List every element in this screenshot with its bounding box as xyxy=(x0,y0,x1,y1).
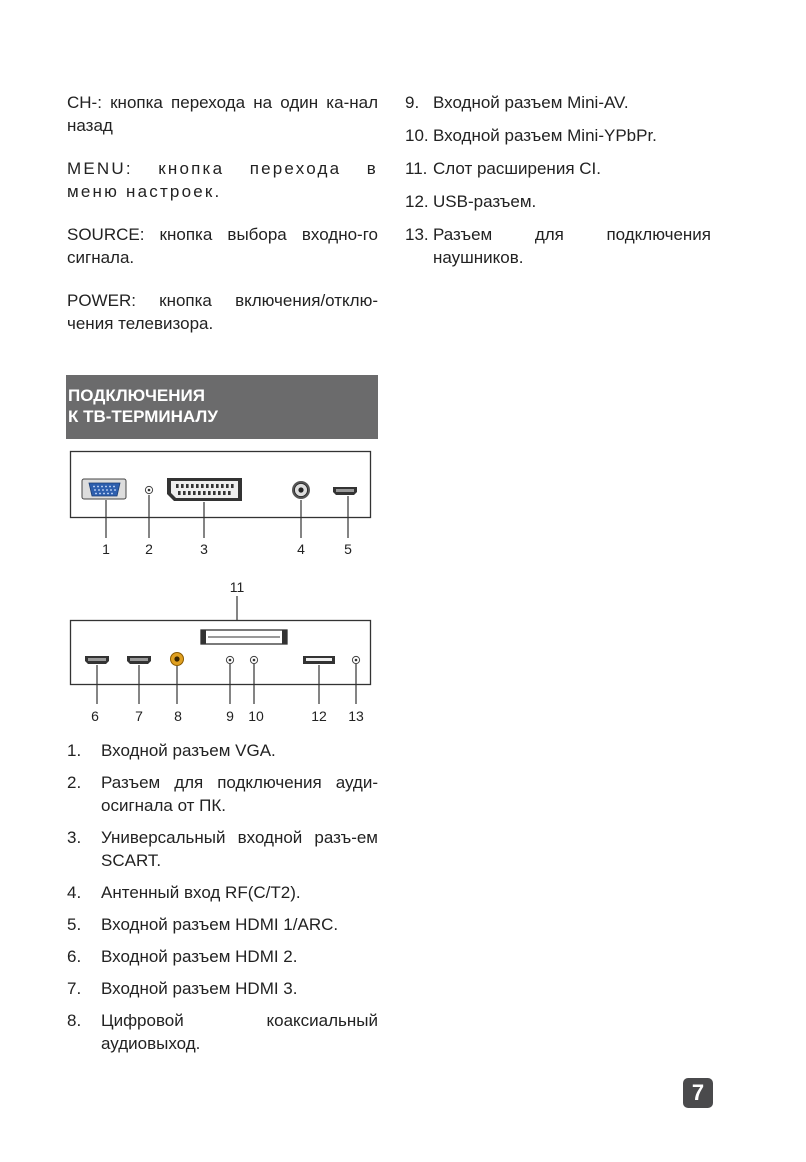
callout-11: 11 xyxy=(229,579,245,595)
list-item: 6. Входной разъем HDMI 2. xyxy=(67,947,298,966)
list-item: 5. Входной разъем HDMI 1/ARC. xyxy=(67,915,339,934)
hdmi-port-icon xyxy=(333,487,357,495)
callout-4: 4 xyxy=(297,541,305,557)
callout-8: 8 xyxy=(174,708,182,724)
list-item: 11. Слот расширения CI. xyxy=(405,159,601,178)
callout-6: 6 xyxy=(91,708,99,724)
list-item: 3. Универсальный входной разъ-ем SCART. xyxy=(67,828,378,870)
list-item: 1. Входной разъем VGA. xyxy=(67,741,276,760)
list-item: 2. Разъем для подключения ауди-осигнала от ПК. xyxy=(67,773,378,815)
list-item: 13. Разъем для подключения наушников. xyxy=(405,225,711,267)
mini-av-jack-icon xyxy=(226,656,233,663)
callout-10: 10 xyxy=(248,708,264,724)
menu-description: MENU: кнопка перехода в меню настроек. xyxy=(67,159,378,201)
callout-12: 12 xyxy=(311,708,327,724)
ch-minus-description: CH-: кнопка перехода на один ка-нал назад xyxy=(67,93,378,135)
hdmi-port-icon xyxy=(85,656,109,664)
mini-ypbpr-jack-icon xyxy=(250,656,257,663)
coaxial-output-icon xyxy=(171,653,184,666)
side-panel-diagram xyxy=(66,576,376,726)
callout-5: 5 xyxy=(344,541,352,557)
hdmi-port-icon xyxy=(127,656,151,664)
connector-list-continued xyxy=(405,91,711,279)
page-number: 7 xyxy=(683,1078,713,1108)
scart-port-icon xyxy=(167,478,242,501)
ci-slot-icon xyxy=(201,630,287,644)
rear-panel-diagram xyxy=(66,448,376,560)
list-item: 9. Входной разъем Mini-AV. xyxy=(405,93,629,112)
usb-port-icon xyxy=(303,656,335,664)
section-title-line2: К ТВ-ТЕРМИНАЛУ xyxy=(68,407,218,426)
list-item: 12. USB-разъем. xyxy=(405,192,537,211)
callout-13: 13 xyxy=(348,708,364,724)
vga-port-icon xyxy=(82,479,126,499)
antenna-input-icon xyxy=(292,481,310,499)
callout-2: 2 xyxy=(145,541,153,557)
connector-list xyxy=(67,739,378,1064)
callout-9: 9 xyxy=(226,708,234,724)
list-item: 4. Антенный вход RF(C/T2). xyxy=(67,883,301,902)
list-item: 7. Входной разъем HDMI 3. xyxy=(67,979,298,998)
list-item: 8. Цифровой коаксиальный аудиовыход. xyxy=(67,1011,378,1053)
section-header xyxy=(66,375,378,439)
callout-3: 3 xyxy=(200,541,208,557)
callout-1: 1 xyxy=(102,541,110,557)
power-description: POWER: кнопка включения/отклю-чения телевизора. xyxy=(67,291,378,333)
headphone-jack-icon xyxy=(352,656,359,663)
callout-7: 7 xyxy=(135,708,143,724)
section-title-line1: ПОДКЛЮЧЕНИЯ xyxy=(68,386,205,405)
pc-audio-jack-icon xyxy=(145,486,152,493)
source-description: SOURCE: кнопка выбора входно-го сигнала. xyxy=(67,225,378,267)
list-item: 10. Входной разъем Mini-YPbPr. xyxy=(405,126,657,145)
